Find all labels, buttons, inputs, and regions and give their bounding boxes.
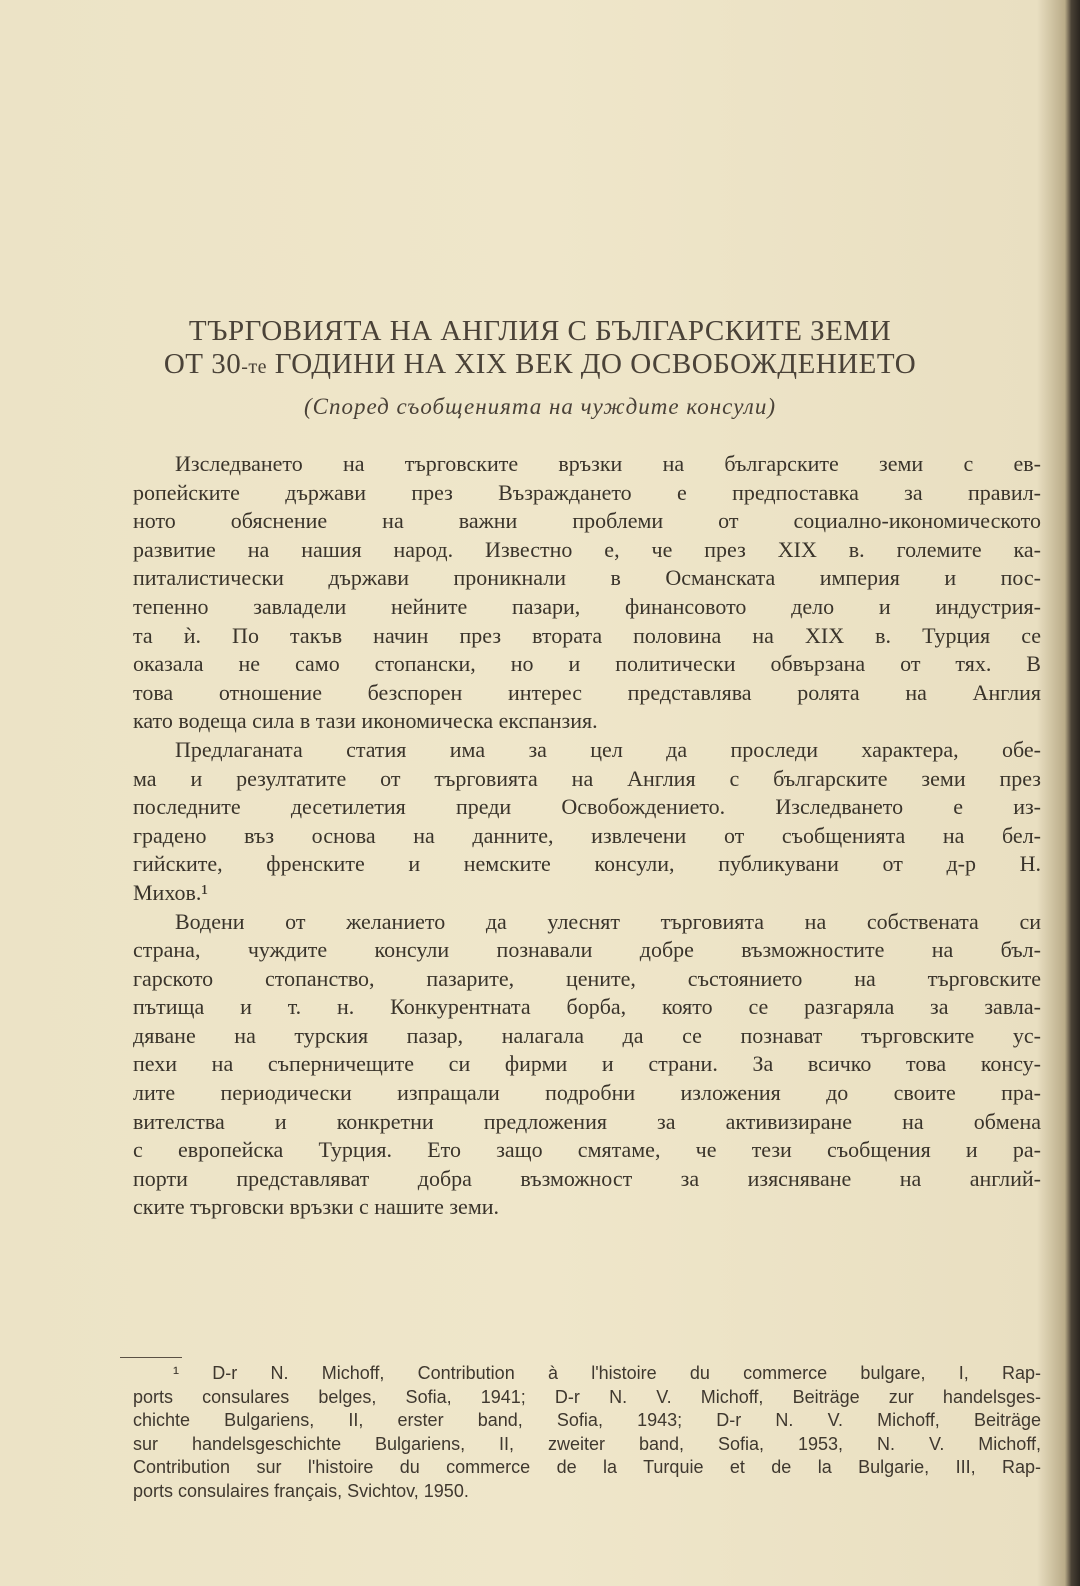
paragraph-3-line: страна, чуждите консули познавали добре възможностите на бъл- — [133, 937, 1041, 963]
paragraph-1-line: оказала не само стопански, но и политически обвързана от тях. В — [133, 651, 1041, 677]
title-prefix: ОТ 30 — [163, 348, 242, 380]
paragraph-1-line: ното обяснение на важни проблеми от социално-икономическото — [133, 508, 1041, 534]
article-title-line-2 — [0, 348, 1080, 381]
paragraph-3-line: гарското стопанство, пазарите, цените, състоянието на търговските — [133, 965, 1041, 991]
footnote-line: Contribution sur l'histoire du commerce de la Turquie et de la Bulgarie, III, Rap- — [133, 1457, 1041, 1477]
paragraph-3-line: Водени от желанието да улеснят търговията на собствената си — [175, 908, 1041, 934]
footnote-separator — [120, 1357, 182, 1358]
article-title-line-1: ТЪРГОВИЯТА НА АНГЛИЯ С БЪЛГАРСКИТЕ ЗЕМИ — [188, 315, 892, 347]
paragraph-1-line: развитие на нашия народ. Известно е, че през XIX в. големите ка- — [133, 536, 1041, 562]
paragraph-2-line: ма и резултатите от търговията на Англия с българските земи през — [133, 765, 1041, 791]
paragraph-1-line: питалистически държави проникнали в Османската империя и пос- — [133, 565, 1041, 591]
paragraph-1-line: Изследването на търговските връзки на българските земи с ев- — [175, 451, 1041, 476]
paragraph-1-line: та ѝ. По такъв начин през втората половина на XIX в. Турция се — [133, 622, 1041, 648]
title-suffix: -те — [241, 356, 268, 378]
footnote-line: sur handelsgeschichte Bulgariens, II, zweiter band, Sofia, 1953, N. V. Michoff, — [133, 1433, 1041, 1454]
footnote — [133, 1362, 1041, 1503]
article-body — [133, 450, 1041, 1222]
paragraph-2-line: Михов.¹ — [133, 879, 208, 905]
footnote-line: ports consulaires français, Svichtov, 1950. — [133, 1480, 469, 1501]
article-subtitle: (Според съобщенията на чуждите консули) — [303, 394, 776, 419]
footnote-line: ports consulares belges, Sofia, 1941; D-r N. V. Michoff, Beiträge zur handelsges- — [133, 1386, 1041, 1407]
title-rest: ГОДИНИ НА XIX ВЕК ДО ОСВОБОЖДЕНИЕТО — [267, 348, 917, 380]
paragraph-1-line: ропейските държави през Възраждането е предпоставка за правил- — [133, 479, 1041, 505]
paragraph-1-line: това отношение безспорен интерес представлява ролята на Англия — [133, 679, 1041, 705]
paragraph-3-line: с европейска Турция. Ето защо смятаме, че тези съобщения и ра- — [133, 1137, 1041, 1163]
footnote-line: chichte Bulgariens, II, erster band, Sofia, 1943; D-r N. V. Michoff, Beiträge — [133, 1410, 1041, 1430]
paragraph-2-line: гийските, френските и немските консули, публикувани от д-р Н. — [133, 851, 1041, 877]
footnote-line: ¹ D-r N. Michoff, Contribution à l'histoire du commerce bulgare, I, Rap- — [173, 1363, 1041, 1383]
paragraph-3-line: пътища и т. н. Конкурентната борба, която се разгаряла за завла- — [133, 994, 1041, 1020]
paragraph-1-line: като водеща сила в тази икономическа експанзия. — [133, 708, 598, 734]
paragraph-3-line: дяване на турския пазар, налагала да се познават търговските ус- — [133, 1022, 1041, 1048]
paragraph-1-line: тепенно завладели нейните пазари, финансовото дело и индустрия- — [133, 593, 1041, 619]
paragraph-3-line: порти представляват добра възможност за изясняване на англий- — [133, 1165, 1041, 1191]
paragraph-3-line: вителства и конкретни предложения за активизиране на обмена — [133, 1108, 1041, 1134]
paragraph-3-line: ските търговски връзки с нашите земи. — [133, 1194, 500, 1220]
paragraph-3-line: пехи на съперничещите си фирми и страни. За всичко това консу- — [133, 1051, 1041, 1077]
paragraph-2-line: Предлаганата статия има за цел да проследи характера, обе- — [175, 736, 1041, 762]
paragraph-3-line: лите периодически изпращали подробни изложения до своите пра- — [133, 1080, 1041, 1106]
paragraph-2-line: градено въз основа на данните, извлечени от съобщенията на бел- — [133, 822, 1041, 848]
paragraph-2-line: последните десетилетия преди Освобождението. Изследването е из- — [133, 794, 1041, 820]
